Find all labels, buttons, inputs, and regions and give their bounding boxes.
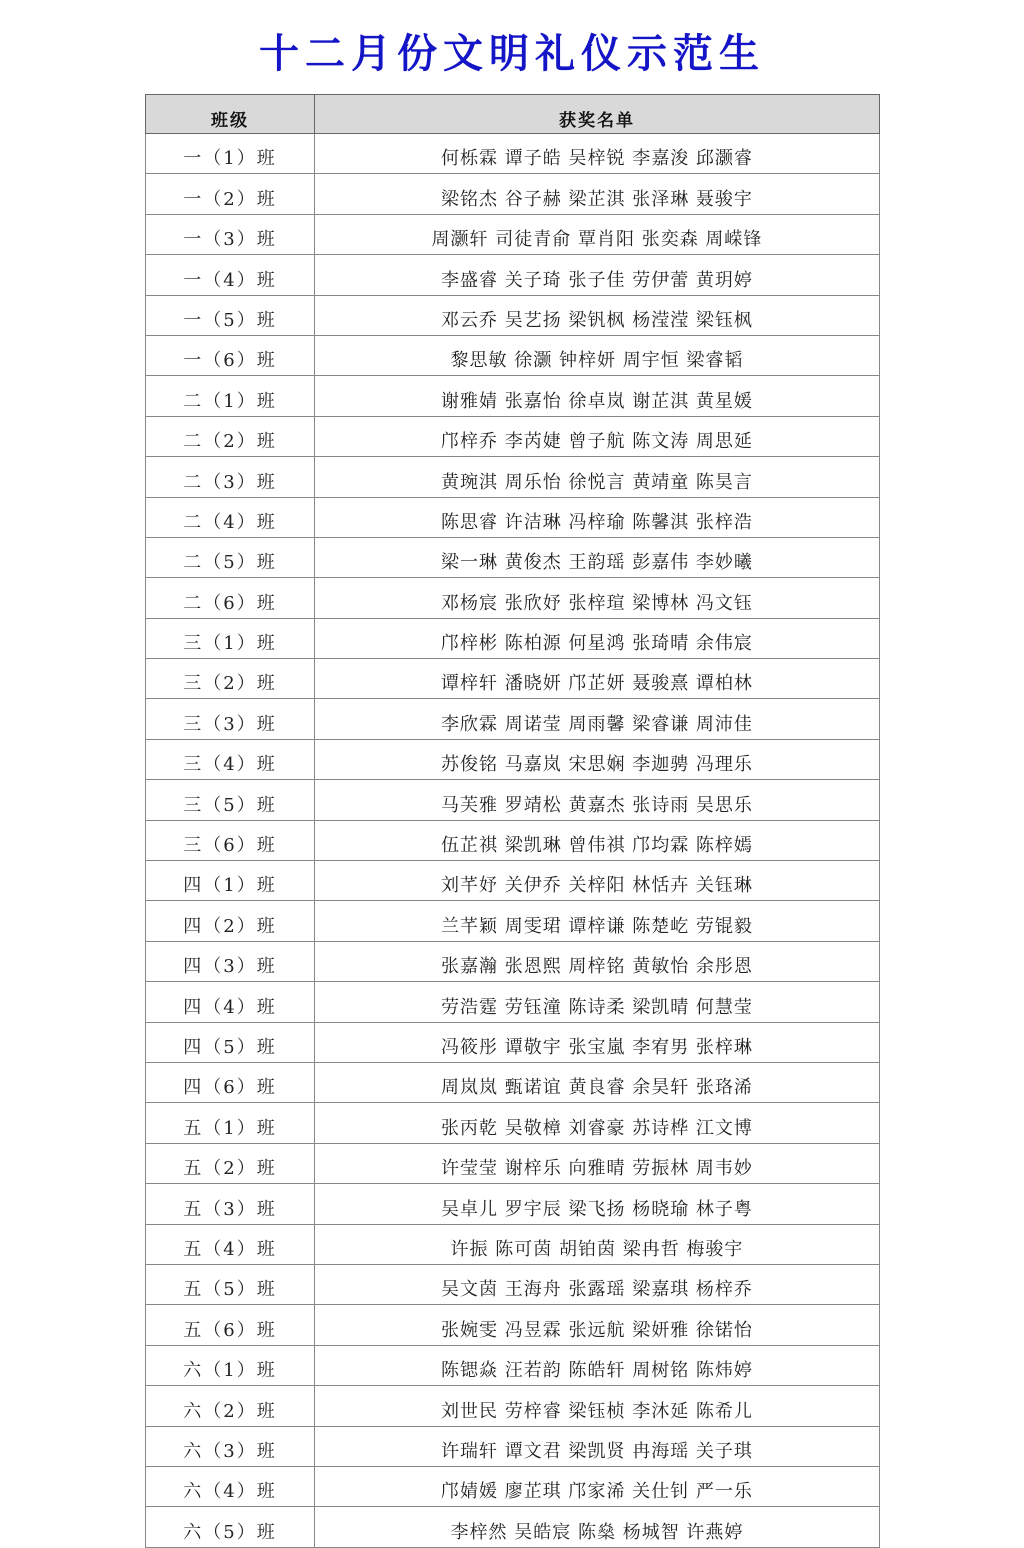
winner-names-cell: 吴文茵 王海舟 张露瑶 梁嘉琪 杨梓乔 <box>315 1264 880 1304</box>
winner-names-cell: 兰芊颖 周雯珺 谭梓谦 陈楚屹 劳锟毅 <box>315 901 880 941</box>
class-name-cell: 六（5）班 <box>146 1507 315 1547</box>
class-name-cell: 三（1）班 <box>146 618 315 658</box>
class-name-cell: 二（2）班 <box>146 416 315 456</box>
winner-names-cell: 谭梓轩 潘晓妍 邝芷妍 聂骏熹 谭柏林 <box>315 659 880 699</box>
class-name-cell: 三（3）班 <box>146 699 315 739</box>
class-name-cell: 四（1）班 <box>146 861 315 901</box>
winner-names-cell: 许振 陈可茵 胡铂茵 梁冉哲 梅骏宇 <box>315 1224 880 1264</box>
table-body <box>146 134 880 1548</box>
winner-names-cell: 邝梓彬 陈柏源 何星鸿 张琦晴 余伟宸 <box>315 618 880 658</box>
class-name-cell: 四（4）班 <box>146 982 315 1022</box>
award-table <box>145 94 880 1548</box>
class-name-cell: 一（1）班 <box>146 134 315 174</box>
table-row <box>146 982 880 1022</box>
table-row <box>146 1184 880 1224</box>
class-name-cell: 二（6）班 <box>146 578 315 618</box>
winner-names-cell: 黄琬淇 周乐怡 徐悦言 黄靖童 陈昊言 <box>315 457 880 497</box>
class-name-cell: 一（6）班 <box>146 335 315 375</box>
table-row <box>146 1103 880 1143</box>
class-name-cell: 五（2）班 <box>146 1143 315 1183</box>
table-row <box>146 335 880 375</box>
class-name-cell: 六（1）班 <box>146 1345 315 1385</box>
table-row <box>146 1143 880 1183</box>
table-row <box>146 1345 880 1385</box>
class-name-cell: 五（5）班 <box>146 1264 315 1304</box>
table-row <box>146 255 880 295</box>
table-header-row <box>146 95 880 134</box>
winner-names-cell: 许莹莹 谢梓乐 向雅晴 劳振林 周韦妙 <box>315 1143 880 1183</box>
winner-names-cell: 马芙雅 罗靖松 黄嘉杰 张诗雨 吴思乐 <box>315 780 880 820</box>
header-winners: 获奖名单 <box>315 95 880 134</box>
table-row <box>146 1426 880 1466</box>
winner-names-cell: 刘芊妤 关伊乔 关梓阳 林恬卉 关钰琳 <box>315 861 880 901</box>
table-row <box>146 1062 880 1102</box>
class-name-cell: 六（3）班 <box>146 1426 315 1466</box>
class-name-cell: 三（2）班 <box>146 659 315 699</box>
table-row <box>146 578 880 618</box>
winner-names-cell: 张婉雯 冯昱霖 张远航 梁妍雅 徐锘怡 <box>315 1305 880 1345</box>
class-name-cell: 三（5）班 <box>146 780 315 820</box>
class-name-cell: 五（6）班 <box>146 1305 315 1345</box>
winner-names-cell: 周灏轩 司徒青俞 覃肖阳 张奕森 周嵘锋 <box>315 214 880 254</box>
table-row <box>146 1507 880 1547</box>
class-name-cell: 三（4）班 <box>146 739 315 779</box>
winner-names-cell: 许瑞轩 谭文君 梁凯贤 冉海瑶 关子琪 <box>315 1426 880 1466</box>
class-name-cell: 六（2）班 <box>146 1386 315 1426</box>
class-name-cell: 一（4）班 <box>146 255 315 295</box>
table-row <box>146 1466 880 1506</box>
table-row <box>146 295 880 335</box>
winner-names-cell: 李欣霖 周诺莹 周雨馨 梁睿谦 周沛佳 <box>315 699 880 739</box>
table-row <box>146 497 880 537</box>
table-row <box>146 941 880 981</box>
winner-names-cell: 陈锶焱 汪若韵 陈皓轩 周树铭 陈炜婷 <box>315 1345 880 1385</box>
winner-names-cell: 苏俊铭 马嘉岚 宋思娴 李迦骋 冯理乐 <box>315 739 880 779</box>
winner-names-cell: 邓云乔 吴艺扬 梁钒枫 杨滢滢 梁钰枫 <box>315 295 880 335</box>
winner-names-cell: 张嘉瀚 张恩熙 周梓铭 黄敏怡 余彤恩 <box>315 941 880 981</box>
class-name-cell: 四（5）班 <box>146 1022 315 1062</box>
winner-names-cell: 李盛睿 关子琦 张子佳 劳伊蕾 黄玥婷 <box>315 255 880 295</box>
table-row <box>146 1264 880 1304</box>
class-name-cell: 五（3）班 <box>146 1184 315 1224</box>
table-row <box>146 457 880 497</box>
table-row <box>146 1386 880 1426</box>
table-row <box>146 659 880 699</box>
winner-names-cell: 梁一琳 黄俊杰 王韵瑶 彭嘉伟 李妙曦 <box>315 537 880 577</box>
class-name-cell: 二（5）班 <box>146 537 315 577</box>
table-row <box>146 1022 880 1062</box>
table-row <box>146 780 880 820</box>
winner-names-cell: 伍芷祺 梁凯琳 曾伟祺 邝均霖 陈梓嫣 <box>315 820 880 860</box>
page-title: 十二月份文明礼仪示范生 <box>259 31 765 77</box>
table-row <box>146 537 880 577</box>
winner-names-cell: 吴卓儿 罗宇辰 梁飞扬 杨晓瑜 林子粤 <box>315 1184 880 1224</box>
winner-names-cell: 张丙乾 吴敬樟 刘睿豪 苏诗桦 江文博 <box>315 1103 880 1143</box>
class-name-cell: 五（4）班 <box>146 1224 315 1264</box>
winner-names-cell: 梁铭杰 谷子赫 梁芷淇 张泽琳 聂骏宇 <box>315 174 880 214</box>
class-name-cell: 二（4）班 <box>146 497 315 537</box>
class-name-cell: 四（3）班 <box>146 941 315 981</box>
winner-names-cell: 劳浩霆 劳钰潼 陈诗柔 梁凯晴 何慧莹 <box>315 982 880 1022</box>
table-row <box>146 901 880 941</box>
winner-names-cell: 邝梓乔 李芮婕 曾子航 陈文涛 周思延 <box>315 416 880 456</box>
class-name-cell: 二（1）班 <box>146 376 315 416</box>
table-row <box>146 820 880 860</box>
winner-names-cell: 陈思睿 许洁琳 冯梓瑜 陈馨淇 张梓浩 <box>315 497 880 537</box>
winner-names-cell: 黎思敏 徐灏 钟梓妍 周宇恒 梁睿韬 <box>315 335 880 375</box>
winner-names-cell: 谢雅婧 张嘉怡 徐卓岚 谢芷淇 黄星媛 <box>315 376 880 416</box>
table-row <box>146 1224 880 1264</box>
class-name-cell: 一（5）班 <box>146 295 315 335</box>
table-row <box>146 618 880 658</box>
table-row <box>146 861 880 901</box>
table-row <box>146 1305 880 1345</box>
class-name-cell: 一（3）班 <box>146 214 315 254</box>
winner-names-cell: 邓杨宸 张欣妤 张梓瑄 梁博林 冯文钰 <box>315 578 880 618</box>
winner-names-cell: 邝婧媛 廖芷琪 邝家浠 关仕钊 严一乐 <box>315 1466 880 1506</box>
winner-names-cell: 李梓然 吴皓宸 陈燊 杨城智 许燕婷 <box>315 1507 880 1547</box>
winner-names-cell: 刘世民 劳梓睿 梁钰桢 李沐延 陈希儿 <box>315 1386 880 1426</box>
winner-names-cell: 周岚岚 甄诺谊 黄良睿 余昊轩 张珞浠 <box>315 1062 880 1102</box>
winner-names-cell: 冯筱彤 谭敬宇 张宝嵐 李宥男 张梓琳 <box>315 1022 880 1062</box>
table-row <box>146 739 880 779</box>
table-row <box>146 699 880 739</box>
class-name-cell: 五（1）班 <box>146 1103 315 1143</box>
winner-names-cell: 何栎霖 谭子皓 吴梓锐 李嘉浚 邱灏睿 <box>315 134 880 174</box>
class-name-cell: 二（3）班 <box>146 457 315 497</box>
class-name-cell: 三（6）班 <box>146 820 315 860</box>
class-name-cell: 六（4）班 <box>146 1466 315 1506</box>
table-row <box>146 214 880 254</box>
header-class: 班级 <box>146 95 315 134</box>
table-row <box>146 376 880 416</box>
table-row <box>146 416 880 456</box>
table-row <box>146 134 880 174</box>
class-name-cell: 四（6）班 <box>146 1062 315 1102</box>
class-name-cell: 一（2）班 <box>146 174 315 214</box>
class-name-cell: 四（2）班 <box>146 901 315 941</box>
table-row <box>146 174 880 214</box>
